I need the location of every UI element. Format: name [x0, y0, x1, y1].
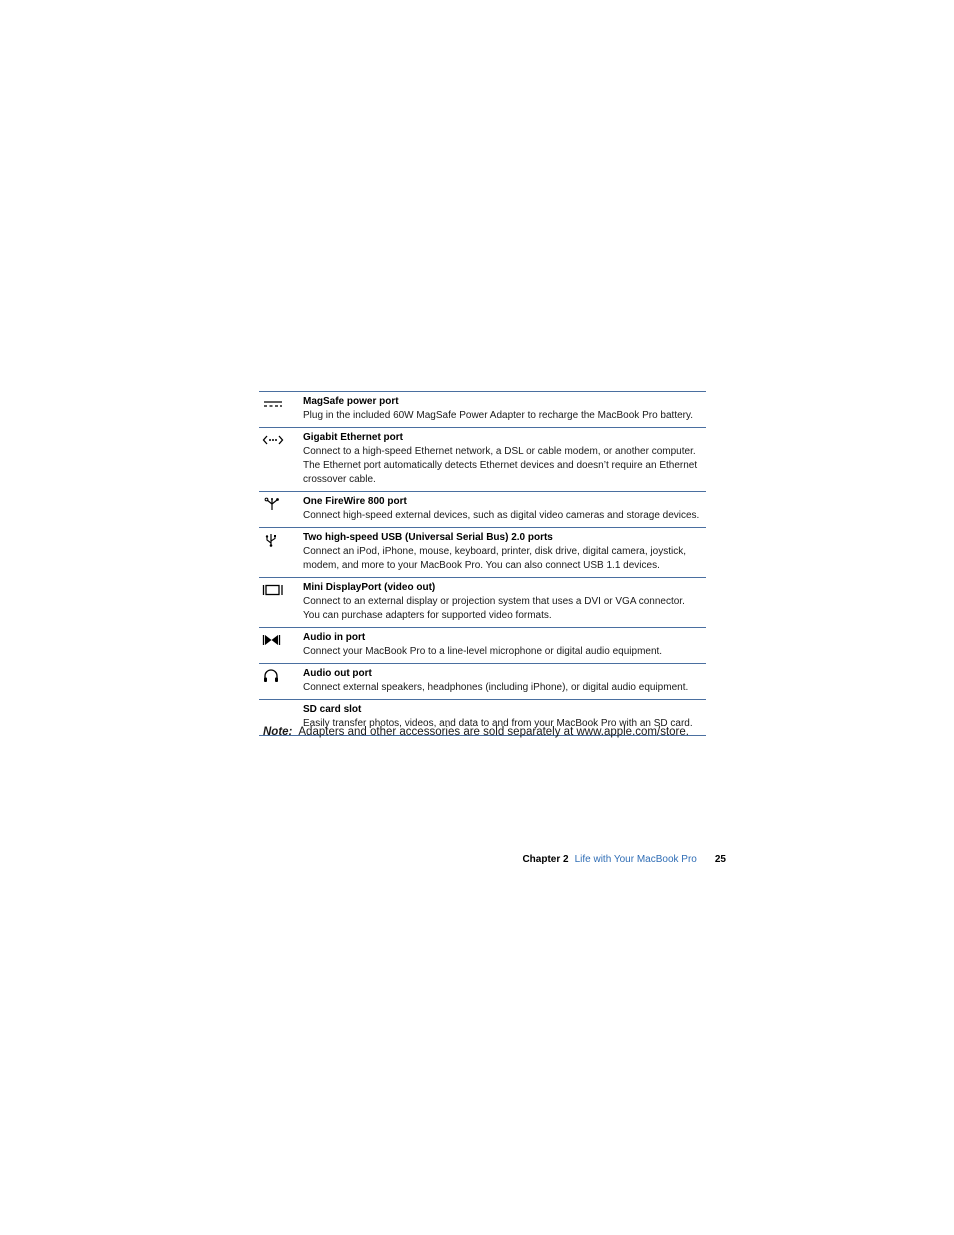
port-row-ethernet	[259, 428, 706, 492]
port-description-line: Easily transfer photos, videos, and data to and from your MacBook Pro with an SD card.	[303, 718, 693, 729]
port-row-firewire	[259, 492, 706, 528]
port-description-line: Connect external speakers, headphones (including iPhone), or digital audio equipment.	[303, 682, 689, 693]
port-title: Gigabit Ethernet port	[303, 432, 403, 443]
chapter-label: Chapter 2	[522, 854, 569, 865]
ethernet-icon	[262, 433, 284, 447]
port-title: Audio in port	[303, 632, 366, 643]
port-description-line: crossover cable.	[303, 474, 376, 485]
port-description-line: The Ethernet port automatically detects Ethernet devices and doesn’t require an Ethernet	[303, 460, 698, 471]
port-table	[259, 391, 706, 736]
note	[263, 724, 723, 740]
port-title: Audio out port	[303, 668, 372, 679]
port-row-usb	[259, 528, 706, 578]
port-row-magsafe	[259, 392, 706, 428]
audio-in-icon	[262, 633, 284, 647]
page-number: 25	[714, 854, 726, 865]
port-description-line: modem, and more to your MacBook Pro. You can also connect USB 1.1 devices.	[303, 560, 660, 571]
port-description-line: Plug in the included 60W MagSafe Power Adapter to recharge the MacBook Pro battery.	[303, 410, 694, 421]
note-text: Adapters and other accessories are sold separately at www.apple.com/store.	[298, 726, 689, 738]
magsafe-power-icon	[262, 397, 284, 411]
port-row-mini-displayport	[259, 578, 706, 628]
usb-icon	[262, 533, 284, 547]
port-title: One FireWire 800 port	[303, 496, 407, 507]
port-description-line: Connect high-speed external devices, such as digital video cameras and storage devices.	[303, 510, 700, 521]
port-description-line: Connect to an external display or projection system that uses a DVI or VGA connector.	[303, 596, 685, 607]
mini-displayport-icon	[262, 583, 284, 597]
port-row-audio-in	[259, 628, 706, 664]
port-row-audio-out	[259, 664, 706, 700]
port-title: SD card slot	[303, 704, 362, 715]
port-description-line: Connect to a high-speed Ethernet network, a DSL or cable modem, or another computer.	[303, 446, 696, 457]
headphones-icon	[262, 669, 284, 683]
port-title: Mini DisplayPort (video out)	[303, 582, 436, 593]
port-description-line: Connect your MacBook Pro to a line-level microphone or digital audio equipment.	[303, 646, 663, 657]
port-description-line: Connect an iPod, iPhone, mouse, keyboard, printer, disk drive, digital camera, joystick,	[303, 546, 686, 557]
port-title: MagSafe power port	[303, 396, 399, 407]
port-title: Two high-speed USB (Universal Serial Bus) 2.0 ports	[303, 532, 553, 543]
chapter-title: Life with Your MacBook Pro	[574, 854, 697, 865]
note-label: Note:	[263, 726, 293, 738]
port-description-line: You can purchase adapters for supported video formats.	[303, 610, 552, 621]
page-footer	[440, 853, 726, 867]
firewire-icon	[262, 497, 284, 511]
